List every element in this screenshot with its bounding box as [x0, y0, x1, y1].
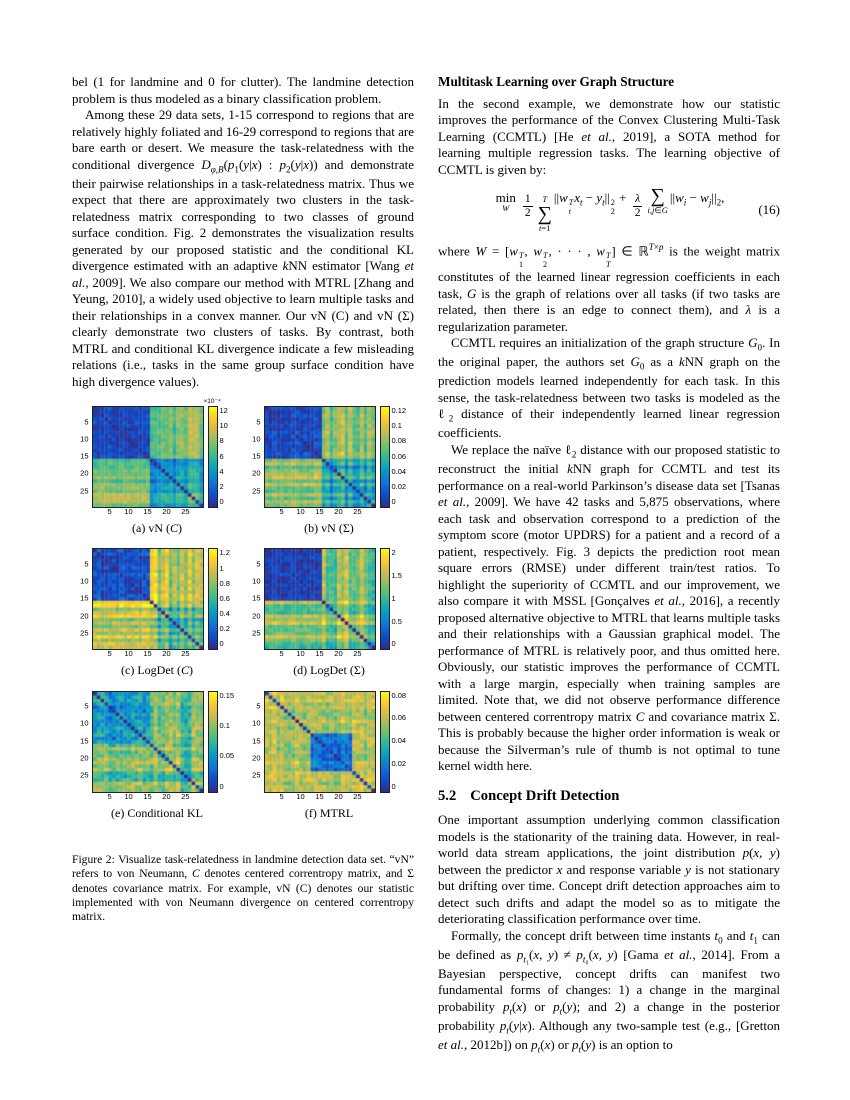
subplot-caption: (f) MTRL [304, 805, 354, 820]
paragraph: bel (1 for landmine and 0 for clutter). The landmine detection problem is thus modeled as a binary classification problem. [72, 74, 414, 106]
subplot-conditional-kl [77, 691, 238, 821]
paragraph: Among these 29 data sets, 1-15 correspond to regions that are relatively highly foliated and 16-29 correspond to regions that are bare earth or desert. We measure the task-relatedness with the conditional divergence $D_{\varphi,B}(p_1(y|x)$ : $p_2(y|x)$) and demonstrate their pairwise relationships in a task-relatedness matrix. Thus we expect that there are approximately two clusters in the task-relatedness matrix corresponding to two classes of ground surface condition. Fig. 2 demonstrates the visualization results generated by our proposed statistic and the conditional KL divergence estimated with an adaptive kNN estimator [Wang et al., 2009]. We also compare our method with MTRL [Zhang and Yeung, 2010], a widely used objective to learn multiple tasks and their relationships in a convex manner. Our vN (C) and vN (Σ) clearly demonstrate two clusters of tasks. By contrast, both MTRL and conditional KL divergence indicate a few misleading relations (i.e., tasks in the same group surface condition have high divergence values). [72, 107, 414, 389]
colorbar-ticks: 12 10 8 6 4 2 0 [219, 406, 228, 507]
colorbar-gradient [208, 691, 218, 793]
heatmap-canvas [92, 691, 204, 793]
colorbar-gradient [208, 406, 218, 508]
colorbar-gradient [380, 406, 390, 508]
equation-16 [438, 187, 780, 233]
subplot-caption: (a) vN (C) [132, 521, 182, 536]
heading-multitask-learning: Multitask Learning over Graph Structure [438, 74, 675, 89]
x-axis-ticks: 5 10 15 20 25 [279, 649, 362, 659]
y-axis-ticks: 5 10 15 20 25 [80, 559, 89, 638]
equation-body: min W $\frac{1}{2}$ T ∑ t=1 ||w T t $x_t - y_t||$ 2 2 + $\frac{\lambda}{2}$ ∑ i,j∈G $||w_i - w_j||_2$, [495, 185, 725, 233]
left-column [72, 74, 414, 1070]
colorbar-ticks: 0.15 0.1 0.05 0 [219, 690, 235, 791]
colorbar-ticks: 2 1.5 1 0.5 0 [391, 548, 402, 649]
heatmap-canvas [264, 548, 376, 650]
paragraph: In the second example, we demonstrate how our statistic improves the performance of the Convex Clustering Multi-Task Learning (CCMTL) [He et al., 2019], a SOTA method for learning multiple regression tasks. The learning objective of CCMTL is given by: [438, 95, 780, 177]
y-axis-ticks: 5 10 15 20 25 [80, 701, 89, 780]
subplot-caption: (c) LogDet (C) [121, 663, 193, 678]
x-axis-ticks: 5 10 15 20 25 [107, 507, 190, 517]
subplot-caption: (e) Conditional KL [111, 805, 203, 820]
colorbar-gradient [380, 548, 390, 650]
subplot-caption: (b) vN (Σ) [304, 521, 354, 536]
subplot-logdet-sigma [249, 548, 410, 678]
x-axis-ticks: 5 10 15 20 25 [279, 791, 362, 801]
x-axis-ticks: 5 10 15 20 25 [107, 791, 190, 801]
paragraph: We replace the naïve ℓ$_2$ distance with our proposed statistic to reconstruct the initial kNN graph for CCMTL and test its performance on a real-world Parkinson’s disease data set [Tsanas et al., 2009]. We have 42 tasks and 5,875 observations, where each task and observation correspond to a prediction of the symptom score (motor UPDRS) for a patient and a record of a patient, respectively. Fig. 3 depicts the prediction root mean square errors (RMSE) under different train/test ratios. To highlight the superiority of CCMTL and our improvement, we also compare it with MSSL [Gonçalves et al., 2016], a recently proposed alternative objective to MTRL that learns multiple tasks and their relationships with a Gaussian graphical model. The performance of MTRL is relatively poor, and thus omitted here. Obviously, our statistic improves the performance of CCMTL with a large margin, especially when training samples are limited. Note that, we did not observe performance difference between centered correntropy matrix C and covariance matrix Σ. This is probably because the higher order information is weak or because the Silverman’s rule of thumb is not optimal to tune kernel width here. [438, 441, 781, 774]
colorbar-gradient [208, 548, 218, 650]
paragraph: CCMTL requires an initialization of the graph structure $G_0$. In the original paper, the authors set $G_0$ as a kNN graph on the prediction models learned independently for each task. In this sense, the task-relatedness between two tasks is modeled as the ℓ$_2$ distance of their independently learned linear regression coefficients. [438, 335, 780, 441]
heading-concept-drift-detection [438, 787, 780, 806]
paragraph: One important assumption underlying common classification models is the stationarity of the training data. However, in real-world data stream applications, the joint distribution p(x, y) between the predictor x and response variable y is not stationary but drifting over time. Concept drift detection approaches aim to detect such drifts and adapt the model so as to mitigate the deteriorating classification performance over time. [438, 812, 780, 927]
section-title: Concept Drift Detection [470, 787, 620, 804]
y-axis-ticks: 5 10 15 20 25 [252, 417, 261, 496]
paragraph: where W = [w T 1 , w T 2 , · · · , w T T ] ∈ ℝ$^{T\times p}$ is the weight matrix constitutes of the learned linear regression coefficients in each task, G is the graph of relations over all tasks (if two tasks are related, then there is an edge to connect them), and λ is a regularization parameter. [438, 241, 780, 334]
colorbar [380, 548, 410, 648]
colorbar [380, 406, 410, 506]
colorbar [203, 398, 238, 507]
figure2 [72, 398, 414, 925]
colorbar [380, 691, 410, 791]
x-axis-ticks: 5 10 15 20 25 [107, 649, 190, 659]
subplot-vn-sigma [249, 406, 410, 536]
equation-number: (16) [758, 201, 780, 217]
y-axis-ticks: 5 10 15 20 25 [80, 417, 89, 496]
colorbar-gradient [380, 691, 390, 793]
y-axis-ticks: 5 10 15 20 25 [252, 701, 261, 780]
heatmap-canvas [92, 406, 204, 508]
colorbar-ticks: 0.12 0.1 0.08 0.06 0.04 0.02 0 [391, 406, 407, 507]
x-axis-ticks: 5 10 15 20 25 [279, 507, 362, 517]
heatmap-canvas [264, 691, 376, 793]
colorbar-ticks: 1.2 1 0.8 0.6 0.4 0.2 0 [219, 548, 230, 649]
right-column [438, 74, 780, 1070]
subplot-vn-c [77, 398, 238, 536]
colorbar-exponent-label: ×10⁻⁴ [203, 398, 221, 406]
colorbar [208, 691, 238, 791]
figure2-caption: Figure 2: Visualize task-relatedness in landmine detection data set. “vN” refers to von Neumann, C denotes centered correntropy matrix, and Σ denotes covariance matrix. For example, vN (C) denotes our statistic implemented with von Neumann divergence on centered correntropy matrix. [72, 852, 414, 924]
section-number: 5.2 [438, 787, 457, 804]
subplot-mtrl [249, 691, 410, 821]
subplot-caption: (d) LogDet (Σ) [293, 663, 365, 678]
heatmap-canvas [264, 406, 376, 508]
colorbar [208, 548, 238, 648]
colorbar-ticks: 0.08 0.06 0.04 0.02 0 [391, 690, 407, 791]
figure2-subplot-grid [72, 398, 414, 821]
y-axis-ticks: 5 10 15 20 25 [252, 559, 261, 638]
heatmap-canvas [92, 548, 204, 650]
paragraph: Formally, the concept drift between time instants $t_0$ and $t_1$ can be defined as $p_{t_1}(x$, $y) \ne p_{t_0}(x$, y) [Gama et al., 2014]. From a Bayesian perspective, concept drifts can manifest two fundamental forms of changes: 1) a change in the marginal probability $p_t(x)$ or $p_t(y)$; and 2) a change in the posterior probability $p_t(y|x)$. Although any two-sample test (e.g., [Gretton et al., 2012b]) on $p_t(x)$ or $p_t(y)$ is an option to [438, 927, 781, 1055]
subplot-logdet-c [77, 548, 238, 678]
